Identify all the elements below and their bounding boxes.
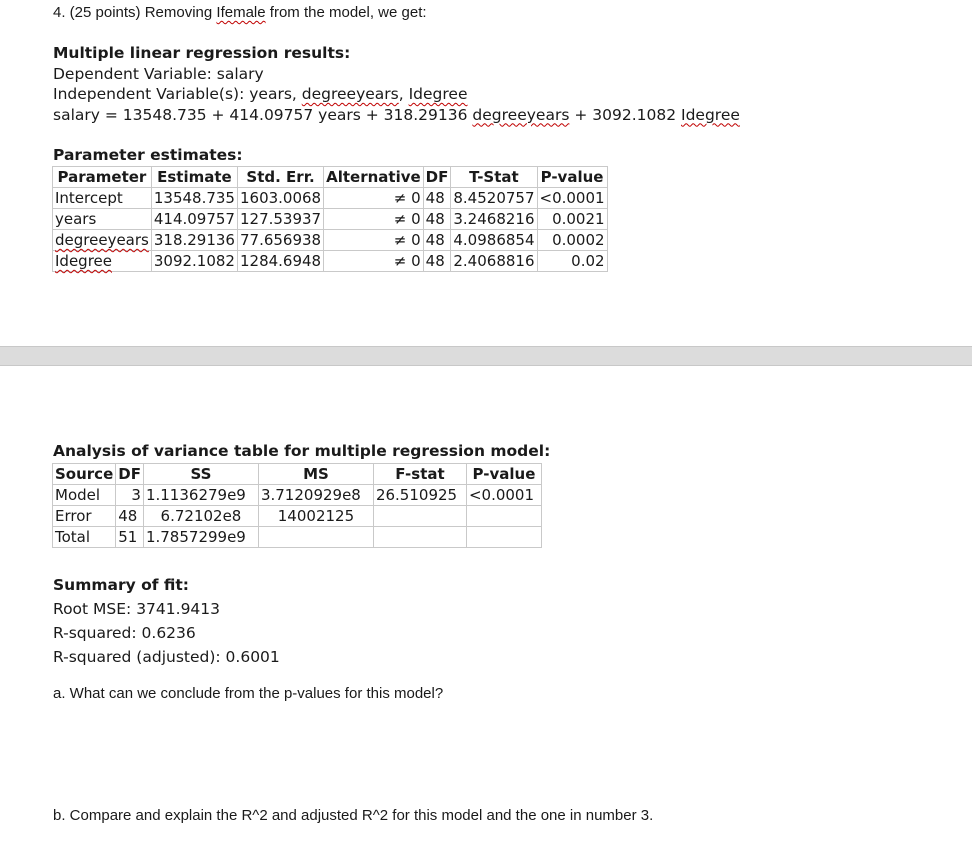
table-cell: 1284.6948: [237, 251, 323, 272]
table-cell: 1.1136279e9: [143, 485, 258, 506]
table-cell: <0.0001: [537, 188, 607, 209]
table-cell: Model: [53, 485, 116, 506]
table-cell: years: [53, 209, 152, 230]
column-header: F-stat: [373, 464, 466, 485]
table-row: [53, 209, 608, 230]
r-squared-adjusted: R-squared (adjusted): 0.6001: [53, 648, 280, 666]
table-row: [53, 230, 608, 251]
table-cell: Intercept: [53, 188, 152, 209]
table-cell: 3.7120929e8: [258, 485, 373, 506]
table-cell: 48: [116, 506, 144, 527]
table-cell: [466, 527, 541, 548]
table-cell: 1603.0068: [237, 188, 323, 209]
table-header-row: [53, 464, 542, 485]
table-cell: 0.02: [537, 251, 607, 272]
parameter-estimates-title: Parameter estimates:: [53, 146, 243, 164]
table-cell: [373, 506, 466, 527]
anova-table: [52, 463, 542, 548]
table-cell: Error: [53, 506, 116, 527]
table-cell: 77.656938: [237, 230, 323, 251]
regression-equation: salary = 13548.735 + 414.09757 years + 318.29136 degreeyears + 3092.1082 Idegree: [53, 105, 740, 124]
table-row: [53, 485, 542, 506]
independent-variables: Independent Variable(s): years, degreeyears, Idegree: [53, 85, 468, 103]
table-cell: [258, 527, 373, 548]
table-cell: 127.53937: [237, 209, 323, 230]
question-heading: [53, 4, 427, 21]
column-header: Parameter: [53, 167, 152, 188]
parameter-estimates-table: [52, 166, 608, 272]
table-cell: 48: [423, 230, 451, 251]
column-header: MS: [258, 464, 373, 485]
table-cell: 3: [116, 485, 144, 506]
table-cell: degreeyears: [53, 230, 152, 251]
table-cell: 26.510925: [373, 485, 466, 506]
summary-title: Summary of fit:: [53, 576, 189, 594]
table-cell: 8.4520757: [451, 188, 537, 209]
table-row: [53, 506, 542, 527]
table-cell: ≠ 0: [324, 188, 424, 209]
table-cell: 3092.1082: [151, 251, 237, 272]
table-row: [53, 527, 542, 548]
table-cell: 14002125: [258, 506, 373, 527]
column-header: SS: [143, 464, 258, 485]
column-header: Std. Err.: [237, 167, 323, 188]
table-cell: [373, 527, 466, 548]
table-cell: 318.29136: [151, 230, 237, 251]
table-cell: 13548.735: [151, 188, 237, 209]
summary-of-fit-block: [53, 573, 280, 669]
root-mse: Root MSE: 3741.9413: [53, 600, 221, 618]
table-cell: 3.2468216: [451, 209, 537, 230]
column-header: DF: [116, 464, 144, 485]
column-header: Estimate: [151, 167, 237, 188]
heading-suffix: from the model, we get:: [265, 4, 427, 21]
table-header-row: [53, 167, 608, 188]
column-header: T-Stat: [451, 167, 537, 188]
mlr-title: Multiple linear regression results:: [53, 44, 351, 62]
column-header: Alternative: [324, 167, 424, 188]
table-cell: Total: [53, 527, 116, 548]
column-header: P-value: [537, 167, 607, 188]
table-cell: 1.7857299e9: [143, 527, 258, 548]
column-header: Source: [53, 464, 116, 485]
table-cell: ≠ 0: [324, 230, 424, 251]
anova-title: Analysis of variance table for multiple regression model:: [53, 442, 551, 460]
table-cell: 0.0002: [537, 230, 607, 251]
heading-variable: Ifemale: [216, 4, 266, 21]
table-row: [53, 251, 608, 272]
table-cell: Idegree: [53, 251, 152, 272]
table-cell: 0.0021: [537, 209, 607, 230]
table-cell: 51: [116, 527, 144, 548]
column-header: DF: [423, 167, 451, 188]
table-cell: <0.0001: [466, 485, 541, 506]
table-cell: 2.4068816: [451, 251, 537, 272]
table-cell: 48: [423, 251, 451, 272]
table-cell: 48: [423, 209, 451, 230]
mlr-results-block: [53, 43, 740, 125]
column-header: P-value: [466, 464, 541, 485]
table-cell: [466, 506, 541, 527]
r-squared: R-squared: 0.6236: [53, 624, 196, 642]
table-cell: 6.72102e8: [143, 506, 258, 527]
table-cell: 48: [423, 188, 451, 209]
dependent-variable: Dependent Variable: salary: [53, 64, 264, 83]
table-cell: ≠ 0: [324, 251, 424, 272]
table-cell: 4.0986854: [451, 230, 537, 251]
question-part-b: b. Compare and explain the R^2 and adjusted R^2 for this model and the one in number 3.: [53, 807, 654, 824]
table-row: [53, 188, 608, 209]
table-cell: ≠ 0: [324, 209, 424, 230]
table-cell: 414.09757: [151, 209, 237, 230]
page-break-divider: [0, 346, 972, 366]
heading-prefix: 4. (25 points) Removing: [53, 4, 217, 21]
question-part-a: a. What can we conclude from the p-values for this model?: [53, 685, 444, 702]
